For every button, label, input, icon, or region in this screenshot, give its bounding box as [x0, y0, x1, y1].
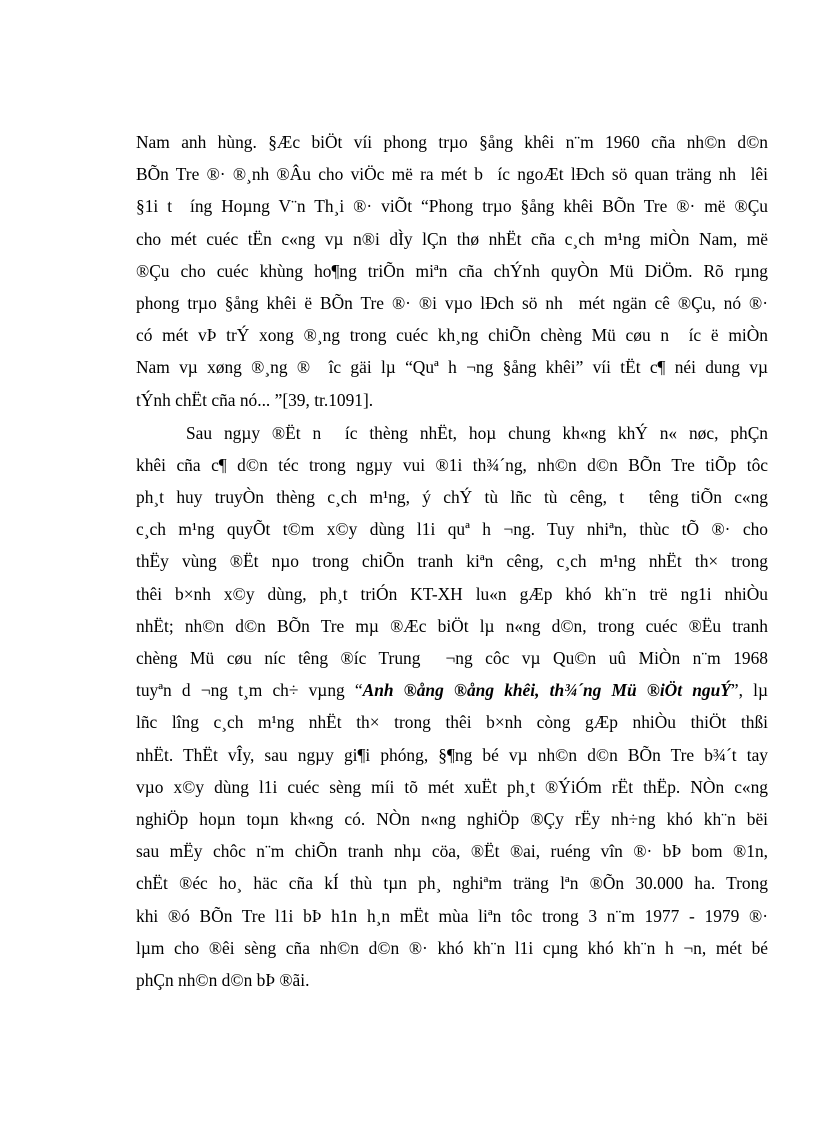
paragraph-after-reunification [136, 417, 768, 996]
text-line: chËt ®éc ho¸ häc cña kÍ thù tµn ph¸ nghiªm träng lªn ®Õn 30.000 ha. Trong [136, 873, 768, 894]
text-line: thêi b×nh x©y dùng, ph¸t triÓn KT-XH lu«n gÆp khó kh¨n trë ng1i nhiÒu [136, 583, 768, 604]
text-line: Sau ngµy ®Ët n íc thèng nhËt, hoµ chung kh«ng khÝ n« nøc, phÇn [186, 422, 768, 443]
text-line: c¸ch m¹ng quyÕt t©m x©y dùng l1i quª h ¬ng. Tuy nhiªn, thùc tÕ ®· cho [136, 519, 768, 540]
text-line: ph¸t huy truyÒn thèng c¸ch m¹ng, ý chÝ tù lñc tù cêng, t têng tiÕn c«ng [136, 487, 768, 508]
emphasized-slogan: Anh ®ång ®ång khêi, th¾´ng Mü ®iÖt nguÝ [362, 680, 731, 701]
text-line: sau mËy chôc n¨m chiÕn tranh nhµ cöa, ®Ët ®ai, ruéng vîn ®· bÞ bom ®1n, [136, 841, 768, 862]
text-line: nghiÖp hoµn toµn kh«ng có. NÒn n«ng nghiÖp ®Çy rËy nh÷ng khó kh¨n bëi [136, 808, 768, 829]
text-line: có mét vÞ trÝ xong ®¸ng trong cuéc kh¸ng chiÕn chèng Mü cøu n íc ë miÒn [136, 325, 768, 346]
text-line: lñc lîng c¸ch m¹ng nhËt th× trong thêi b×nh còng gÆp nhiÒu thiÖt thßi [136, 712, 768, 733]
text-line: nhËt; nh©n d©n BÕn Tre mµ ®Æc biÖt lµ n«ng d©n, trong cuéc ®Ëu tranh [136, 615, 768, 636]
text-line: §1i t íng Hoµng V¨n Th¸i ®· viÕt “Phong trµo §ång khêi BÕn Tre ®· më ®Çu [136, 196, 768, 217]
text-line: cho mét cuéc tËn c«ng vµ n®i dÌy lÇn thø nhËt cña c¸ch m¹ng miÒn Nam, më [136, 228, 768, 249]
text-line: ®Çu cho cuéc khùng ho¶ng triÕn miªn cña chÝnh quyÒn Mü DiÖm. Rõ rµng [136, 260, 768, 281]
text-line: phÇn nh©n d©n bÞ ®ãi. [136, 969, 310, 990]
text-line: thËy vùng ®Ët nµo trong chiÕn tranh kiªn cêng, c¸ch m¹ng nhËt th× trong [136, 551, 768, 572]
text-line: tÝnh chËt cña nó... ”[39, tr.1091]. [136, 389, 374, 410]
document-page [136, 126, 768, 996]
text-line-with-emphasis: tuyªn d ¬ng t¸m ch÷ vµng “Anh ®ång ®ång khêi, th¾´ng Mü ®iÖt nguÝ”, lµ [136, 680, 768, 701]
text-line: Nam vµ xøng ®¸ng ® îc gäi lµ “Quª h ¬ng §ång khêi” víi tËt c¶ néi dung vµ [136, 357, 768, 378]
text-line: nhËt. ThËt vÎy, sau ngµy gi¶i phóng, §¶ng bé vµ nh©n d©n BÕn Tre b¾´t tay [136, 744, 768, 765]
text-line: lµm cho ®êi sèng cña nh©n d©n ®· khó kh¨n l1i cµng khó kh¨n h ¬n, mét bé [136, 937, 768, 958]
text-line: phong trµo §ång khêi ë BÕn Tre ®· ®i vµo lÐch sö nh mét ngän cê ®Çu, nó ®· [136, 292, 768, 313]
text-line: chèng Mü cøu níc têng ®íc Trung ¬ng côc vµ Qu©n uû MiÒn n¨m 1968 [136, 648, 768, 668]
text-line: khi ®ó BÕn Tre l1i bÞ h1n h¸n mËt mùa liªn tôc trong 3 n¨m 1977 - 1979 ®· [136, 905, 768, 926]
text-line: vµo x©y dùng l1i cuéc sèng míi tõ mét xuËt ph¸t ®ÝiÓm rËt thËp. NÒn c«ng [136, 776, 768, 797]
text-line: Nam anh hùng. §Æc biÖt víi phong trµo §ång khêi n¨m 1960 cña nh©n d©n [136, 132, 768, 152]
text-line: khêi cña c¶ d©n téc trong ngµy vui ®1i th¾´ng, nh©n d©n BÕn Tre tiÕp tôc [136, 454, 768, 475]
paragraph-quote [136, 126, 768, 416]
text-line: BÕn Tre ®· ®¸nh ®Âu cho viÖc më ra mét b íc ngoÆt lÐch sö quan träng nh lêi [136, 164, 768, 185]
